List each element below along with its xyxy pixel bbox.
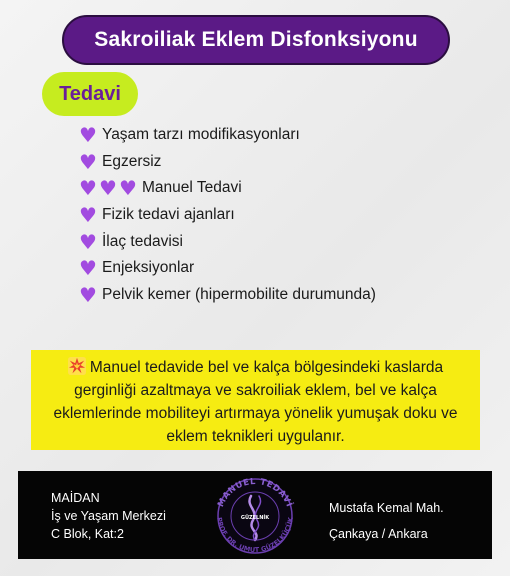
treatment-item (78, 282, 376, 309)
purple-heart-icon: ♥ (79, 229, 97, 254)
treatment-label: Manuel Tedavi (142, 179, 242, 197)
venue-floor: C Blok, Kat:2 (51, 527, 124, 541)
info-note (31, 350, 480, 450)
heart-group (78, 203, 98, 228)
section-badge (42, 72, 138, 116)
treatment-list (78, 122, 376, 308)
heart-group (78, 123, 98, 148)
purple-heart-icon: ♥ (99, 176, 117, 201)
treatment-label: Pelvik kemer (hipermobilite durumunda) (102, 285, 376, 303)
footer (18, 471, 492, 559)
heart-group (78, 256, 98, 281)
venue-subtitle: İş ve Yaşam Merkezi (51, 509, 166, 523)
address-left (51, 489, 166, 543)
collision-icon (68, 357, 86, 375)
purple-heart-icon: ♥ (79, 282, 97, 307)
purple-heart-icon: ♥ (79, 149, 97, 174)
treatment-item (78, 149, 376, 176)
city-line: Çankaya / Ankara (329, 527, 428, 541)
treatment-label: Egzersiz (102, 152, 162, 170)
logo-bottom-text: PROF. DR. UMUT GÜZELKÜÇÜK (215, 516, 295, 555)
treatment-item (78, 202, 376, 229)
heart-group (78, 282, 98, 307)
treatment-item (78, 122, 376, 149)
treatment-label: İlaç tedavisi (102, 232, 183, 250)
treatment-label: Enjeksiyonlar (102, 259, 195, 277)
heart-group (78, 176, 138, 201)
logo-center-text: GÜZELNİK (240, 515, 270, 521)
page-title-text: Sakroiliak Eklem Disfonksiyonu (94, 28, 418, 51)
note-text: Manuel tedavide bel ve kalça bölgesindeki kaslarda gerginliği azaltmaya ve sakroiliak eklem, bel ve kalça eklemlerinde mobiliteyi artırmaya yönelik yumuşak doku ve eklem teknikleri uygulanır. (53, 359, 458, 445)
heart-group (78, 149, 98, 174)
venue-name: MAİDAN (51, 491, 100, 505)
street-line: Mustafa Kemal Mah. (329, 501, 444, 515)
purple-heart-icon: ♥ (79, 203, 97, 228)
heart-group (78, 229, 98, 254)
address-right (329, 495, 444, 547)
section-label: Tedavi (59, 82, 121, 105)
treatment-item (78, 175, 376, 202)
purple-heart-icon: ♥ (79, 176, 97, 201)
purple-heart-icon: ♥ (79, 256, 97, 281)
clinic-logo (207, 474, 303, 556)
treatment-label: Yaşam tarzı modifikasyonları (102, 126, 300, 144)
purple-heart-icon: ♥ (119, 176, 137, 201)
purple-heart-icon: ♥ (79, 123, 97, 148)
treatment-label: Fizik tedavi ajanları (102, 206, 235, 224)
treatment-item (78, 228, 376, 255)
page-title (62, 15, 450, 65)
logo-top-text: MANUEL TEDAVİ (216, 476, 294, 509)
treatment-item (78, 255, 376, 282)
